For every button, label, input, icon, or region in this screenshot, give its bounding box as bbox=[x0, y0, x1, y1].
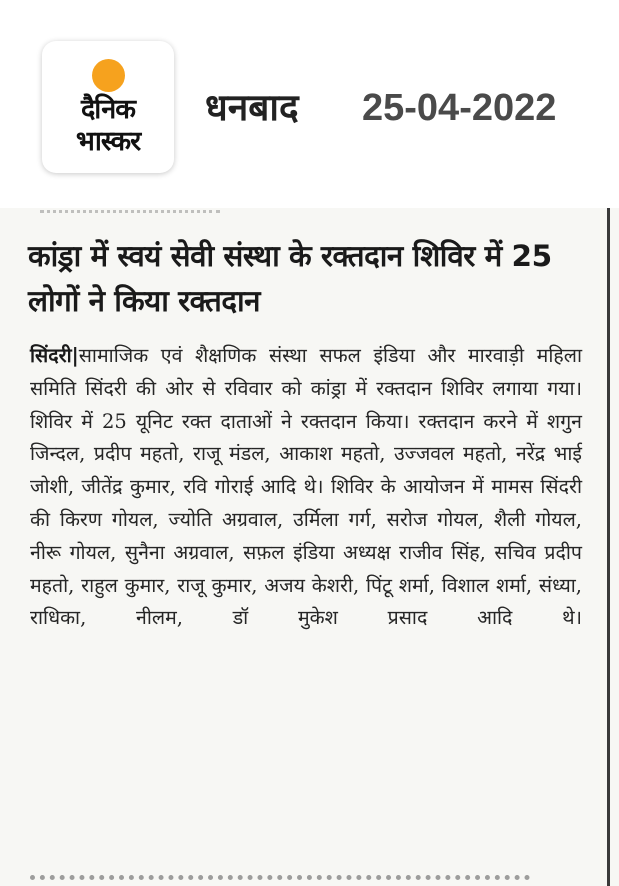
dainik-bhaskar-logo bbox=[42, 41, 174, 173]
article-headline: कांड्रा में स्वयं सेवी संस्था के रक्तदान शिविर में 25 लोगों ने किया रक्तदान bbox=[28, 239, 552, 318]
logo-wordmark-line1: दैनिक bbox=[80, 94, 136, 125]
logo-wordmark-line2: भास्कर bbox=[75, 126, 141, 157]
column-divider bbox=[607, 208, 610, 886]
cropped-text-residue-bottom bbox=[30, 875, 530, 886]
edition-city: धनबाद bbox=[205, 86, 299, 129]
article-body bbox=[30, 340, 582, 635]
article-dateline: सिंदरी| bbox=[30, 344, 79, 367]
edition-date: 25-04-2022 bbox=[362, 87, 557, 129]
cropped-text-residue-top bbox=[40, 210, 220, 219]
article-body-text: सामाजिक एवं शैक्षणिक संस्था सफल इंडिया और मारवाड़ी महिला समिति सिंदरी की ओर से रविवार को कांड्रा में रक्तदान शिविर लगाया गया। शिविर में 25 यूनिट रक्त दाताओं ने रक्तदान किया। रक्तदान करने में शगुन जिन्दल, प्रदीप महतो, राजू मंडल, आकाश महतो, उज्जवल महतो, नरेंद्र भाई जोशी, जीतेंद्र कुमार, रवि गोराई आदि थे। शिविर के आयोजन में मामस सिंदरी की किरण गोयल, ज्योति अग्रवाल, उर्मिला गर्ग, सरोज गोयल, शैली गोयल, नीरू गोयल, सुनैना अग्रवाल, सफ़ल इंडिया अध्यक्ष राजीव सिंह, सचिव प्रदीप महतो, राहुल कुमार, राजू कुमार, अजय केशरी, पिंटू शर्मा, विशाल शर्मा, संध्या, राधिका, नीलम, डॉ मुकेश प्रसाद आदि थे। bbox=[30, 344, 582, 630]
sun-icon bbox=[92, 59, 125, 92]
newspaper-clipping bbox=[0, 208, 619, 886]
page-header bbox=[0, 0, 619, 200]
